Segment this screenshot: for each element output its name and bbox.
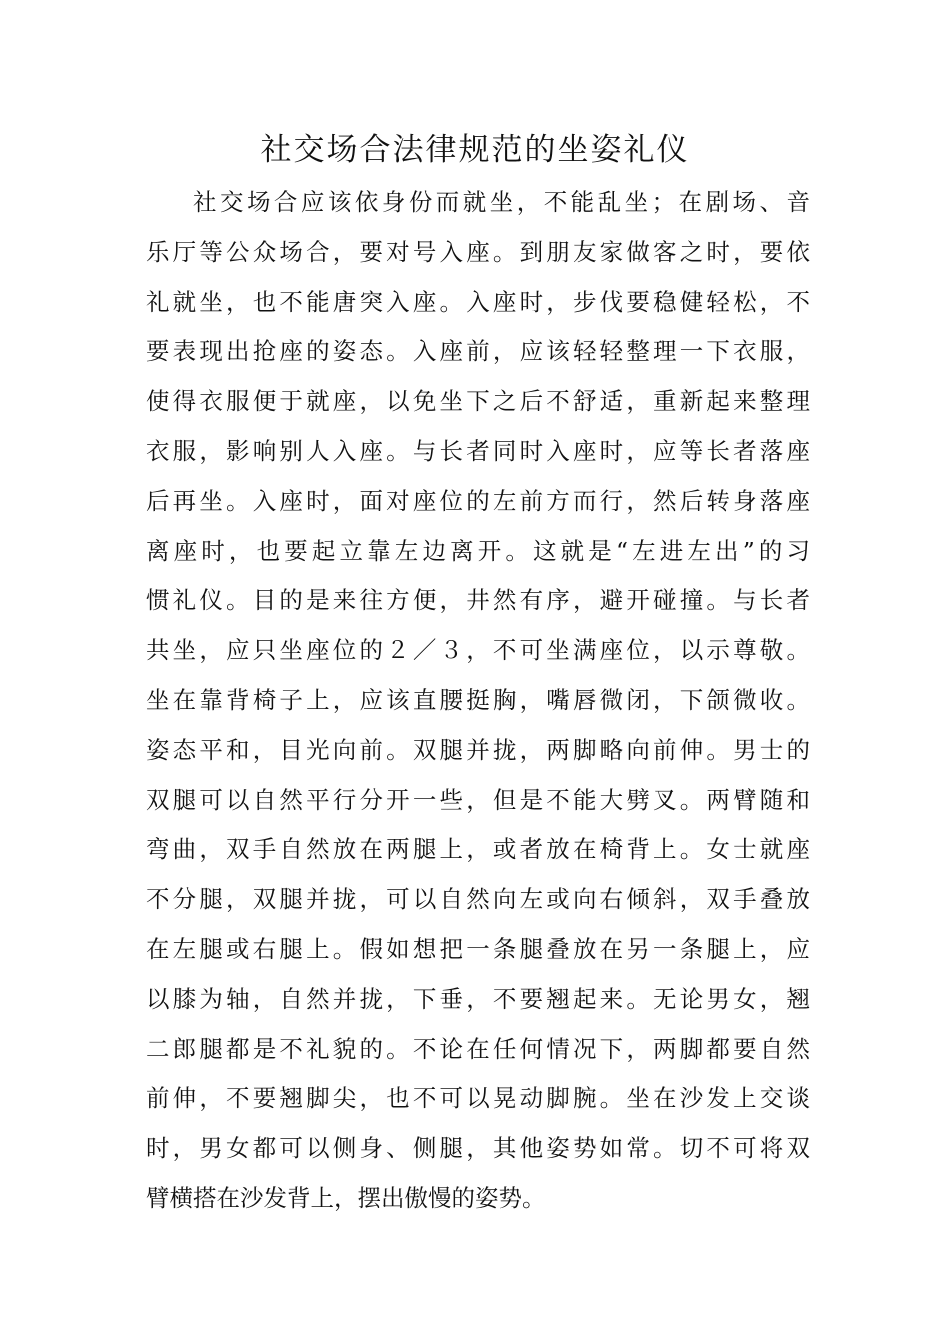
- body-line: 姿态平和，目光向前。双腿并拢，两脚略向前伸。男士的: [146, 735, 810, 764]
- body-line: 双腿可以自然平行分开一些，但是不能大劈叉。两臂随和: [146, 785, 810, 814]
- body-line: 离座时，也要起立靠左边离开。这就是“左进左出”的习: [146, 536, 810, 565]
- body-line: 在左腿或右腿上。假如想把一条腿叠放在另一条腿上，应: [146, 934, 810, 963]
- body-line: 臂横搭在沙发背上，摆出傲慢的姿势。: [146, 1183, 546, 1212]
- body-line: 二郎腿都是不礼貌的。不论在任何情况下，两脚都要自然: [146, 1034, 810, 1063]
- document-title: 社交场合法律规范的坐姿礼仪: [260, 132, 690, 168]
- body-line: 礼就坐，也不能唐突入座。入座时，步伐要稳健轻松，不: [146, 287, 810, 316]
- body-line: 弯曲，双手自然放在两腿上，或者放在椅背上。女士就座: [146, 835, 810, 864]
- body-line: 惯礼仪。目的是来往方便，井然有序，避开碰撞。与长者: [146, 586, 810, 615]
- document-body: [146, 178, 810, 1224]
- body-line: 不分腿，双腿并拢，可以自然向左或向右倾斜，双手叠放: [146, 885, 810, 914]
- body-line: 共坐，应只坐座位的２／３，不可坐满座位，以示尊敬。: [146, 636, 810, 665]
- body-line: 时，男女都可以侧身、侧腿，其他姿势如常。切不可将双: [146, 1134, 810, 1163]
- body-line: 前伸，不要翘脚尖，也不可以晃动脚腕。坐在沙发上交谈: [146, 1084, 810, 1113]
- body-line: 坐在靠背椅子上，应该直腰挺胸，嘴唇微闭，下颌微收。: [146, 685, 810, 714]
- body-line: 乐厅等公众场合，要对号入座。到朋友家做客之时，要依: [146, 237, 810, 266]
- body-line: 使得衣服便于就座，以免坐下之后不舒适，重新起来整理: [146, 387, 810, 416]
- body-line: 以膝为轴，自然并拢，下垂，不要翘起来。无论男女，翘: [146, 984, 810, 1013]
- body-line: 后再坐。入座时，面对座位的左前方而行，然后转身落座: [146, 486, 810, 515]
- body-line: 衣服，影响别人入座。与长者同时入座时，应等长者落座: [146, 436, 810, 465]
- body-line: 社交场合应该依身份而就坐，不能乱坐；在剧场、音: [193, 188, 810, 216]
- body-line: 要表现出抢座的姿态。入座前，应该轻轻整理一下衣服，: [146, 337, 810, 366]
